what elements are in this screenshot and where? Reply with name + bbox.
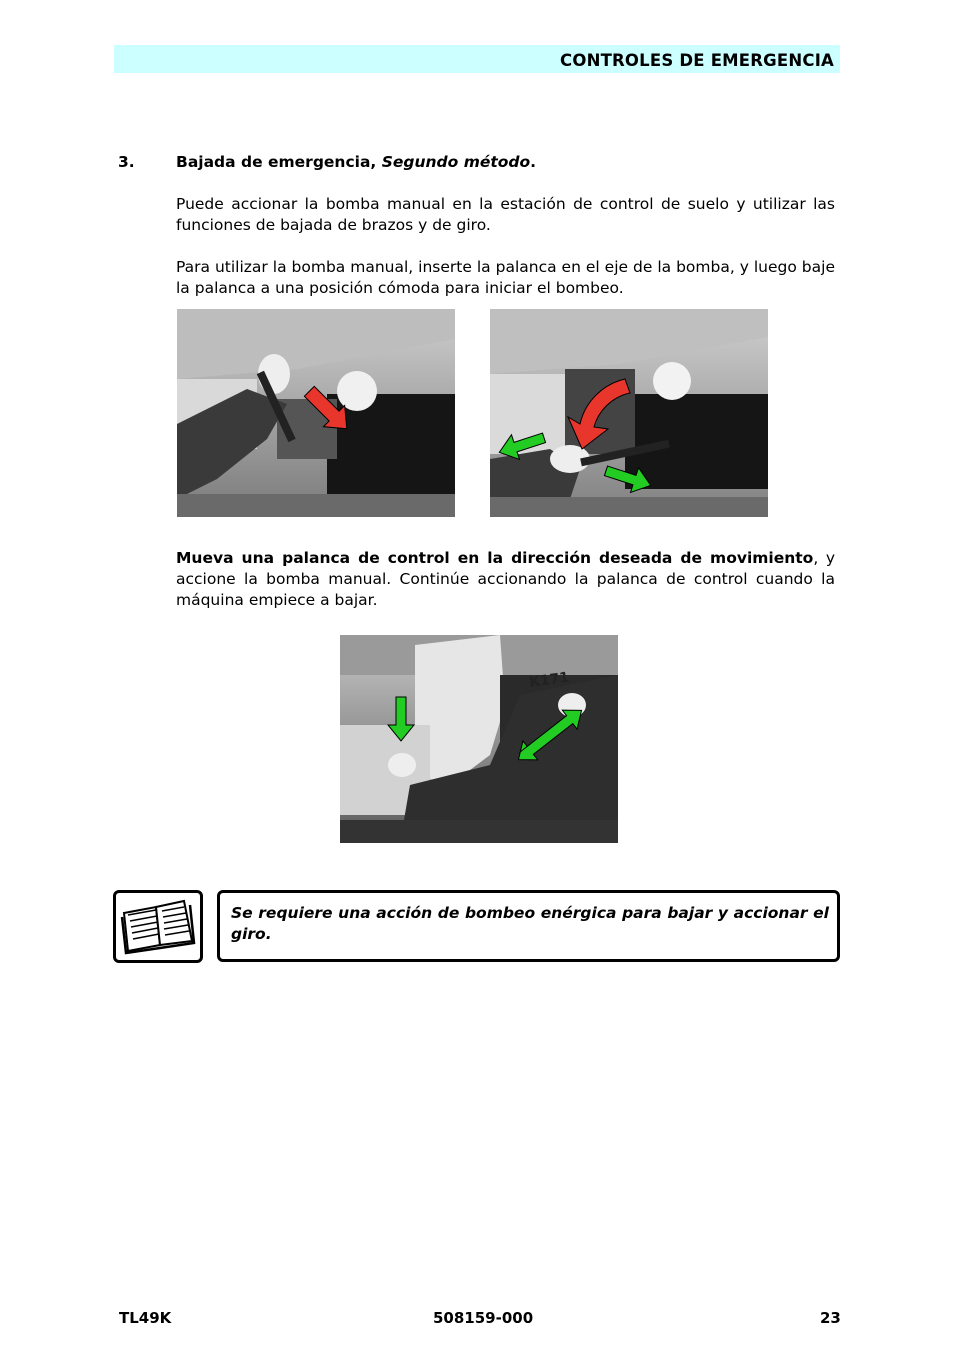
header-bar — [114, 45, 840, 73]
footer-part-number: 508159-000 — [433, 1309, 534, 1327]
page-section-title: CONTROLES DE EMERGENCIA — [560, 51, 834, 70]
step-number: 3. — [118, 153, 135, 171]
k171-label: K171 — [528, 669, 571, 691]
footer-page-number: 23 — [820, 1309, 841, 1327]
book-icon-box — [113, 890, 203, 963]
step-title: Bajada de emergencia, Segundo método. — [176, 153, 537, 171]
photo-insert-handle — [177, 309, 455, 517]
note-text: Se requiere una acción de bombeo enérgica para bajar y accionar el giro. — [231, 904, 829, 943]
paragraph-insert-handle: Para utilizar la bomba manual, inserte la palanca en el eje de la bomba, y luego baje la palanca a una posición cómoda para iniciar el bombeo. — [176, 258, 835, 297]
photo-pump-handle — [490, 309, 768, 517]
open-book-icon — [116, 893, 200, 960]
note-box — [217, 890, 840, 962]
paragraph-pump-intro: Puede accionar la bomba manual en la estación de control de suelo y utilizar las funciones de bajada de brazos y de giro. — [176, 195, 835, 234]
photo-move-control-lever — [340, 635, 618, 843]
paragraph-move-control: Mueva una palanca de control en la dirección deseada de movimiento, y accione la bomba manual. Continúe accionando la palanca de control cuando la máquina empiece a bajar. — [176, 549, 835, 609]
footer-model: TL49K — [119, 1309, 172, 1327]
